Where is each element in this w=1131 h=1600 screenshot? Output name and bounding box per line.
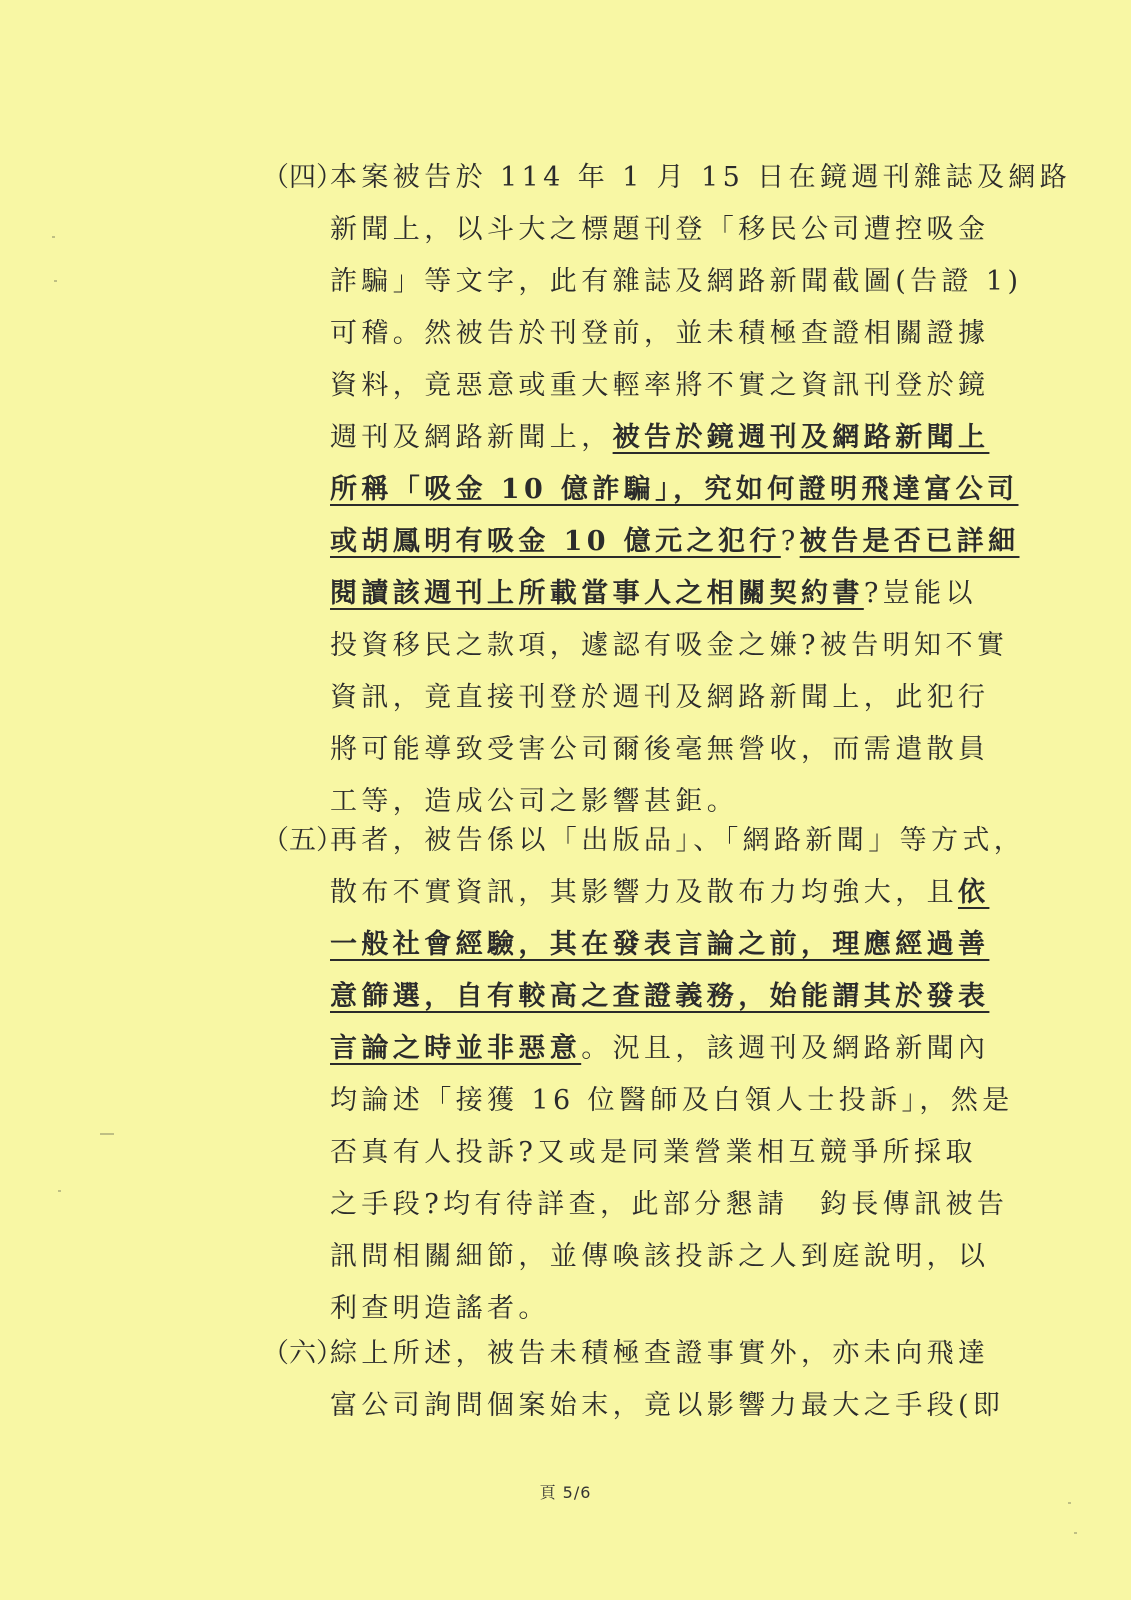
body-text: 訊問相關細節，並傳喚該投訴之人到庭說明，以 [330, 1241, 990, 1272]
body-text: 資料，竟惡意或重大輕率將不實之資訊刊登於鏡 [330, 370, 990, 401]
section-marker: （四） [262, 162, 343, 193]
body-text: 否真有人投訴?又或是同業營業相互競爭所採取 [330, 1137, 977, 1168]
text-line [330, 360, 989, 412]
page-number: 頁 5/6 [539, 1483, 592, 1502]
text-line [330, 1179, 1008, 1231]
body-text: 再者，被告係以「出版品」、「網路新聞」等方式， [330, 825, 1026, 856]
text-line [330, 867, 989, 919]
body-text: 。況且，該週刊及網路新聞內 [581, 1033, 990, 1064]
text-line [330, 672, 989, 724]
body-text: 將可能導致受害公司爾後毫無營收，而需遣散員 [330, 734, 990, 765]
emphasized-text: 或胡鳳明有吸金 10 億元之犯行 [330, 526, 781, 557]
text-line [330, 204, 989, 256]
scan-speck [1074, 1532, 1077, 1534]
body-text: 工等，造成公司之影響甚鉅。 [330, 786, 739, 817]
body-text: 均論述「接獲 16 位醫師及白領人士投訴」，然是 [330, 1085, 1014, 1116]
body-text: 本案被告於 114 年 1 月 15 日在鏡週刊雜誌及網路 [330, 162, 1072, 193]
body-text: 之手段?均有待詳查，此部分懇請 鈞長傳訊被告 [330, 1189, 1009, 1220]
body-text: 可稽。然被告於刊登前，並未積極查證相關證據 [330, 318, 990, 349]
text-line [330, 724, 989, 776]
text-line [330, 815, 1025, 867]
body-text: 新聞上，以斗大之標題刊登「移民公司遭控吸金 [330, 214, 990, 245]
body-text: 詐騙」等文字，此有雜誌及網路新聞截圖(告證 1) [330, 266, 1023, 297]
scan-speck [54, 280, 57, 282]
emphasized-text: 被告於鏡週刊及網路新聞上 [612, 422, 990, 453]
emphasized-text: 閱讀該週刊上所載當事人之相關契約書 [330, 578, 864, 609]
section-marker: （五） [262, 825, 343, 856]
text-line [330, 1075, 1014, 1127]
body-text: 利查明造謠者。 [330, 1293, 550, 1324]
scan-speck [52, 236, 55, 238]
body-text: 週刊及網路新聞上， [330, 422, 613, 453]
text-line [330, 919, 989, 971]
text-line [330, 152, 1071, 204]
emphasized-text: 所稱「吸金 10 億詐騙」，究如何證明飛達富公司 [330, 474, 1019, 505]
emphasized-text: 一般社會經驗，其在發表言論之前，理應經過善 [330, 929, 990, 960]
text-line [330, 620, 1008, 672]
text-line [330, 464, 1018, 516]
text-line [330, 568, 977, 620]
emphasized-text: 意篩選，自有較高之查證義務，始能謂其於發表 [330, 981, 990, 1012]
scan-speck [1068, 1502, 1071, 1504]
scan-speck [58, 1190, 61, 1192]
text-line [330, 412, 989, 464]
text-line [330, 1127, 977, 1179]
body-text: 富公司詢問個案始末，竟以影響力最大之手段(即 [330, 1390, 1005, 1421]
body-text: ?豈能以 [863, 578, 977, 609]
emphasized-text: 依 [958, 877, 990, 908]
text-line [330, 308, 989, 360]
text-line [330, 1380, 1004, 1432]
text-line [330, 1328, 989, 1380]
text-line [330, 1231, 989, 1283]
body-text: 投資移民之款項，遽認有吸金之嫌?被告明知不實 [330, 630, 1009, 661]
text-line [330, 516, 1019, 568]
section-marker: （六） [262, 1338, 343, 1369]
scan-speck [100, 1133, 114, 1135]
body-text: ? [780, 526, 800, 557]
text-line [330, 971, 989, 1023]
text-line [330, 256, 1022, 308]
body-text: 綜上所述，被告未積極查證事實外，亦未向飛達 [330, 1338, 990, 1369]
body-text: 散布不實資訊，其影響力及散布力均強大，且 [330, 877, 958, 908]
body-text: 資訊，竟直接刊登於週刊及網路新聞上，此犯行 [330, 682, 990, 713]
emphasized-text: 言論之時並非惡意 [330, 1033, 582, 1064]
text-line [330, 1023, 989, 1075]
emphasized-text: 被告是否已詳細 [799, 526, 1020, 557]
